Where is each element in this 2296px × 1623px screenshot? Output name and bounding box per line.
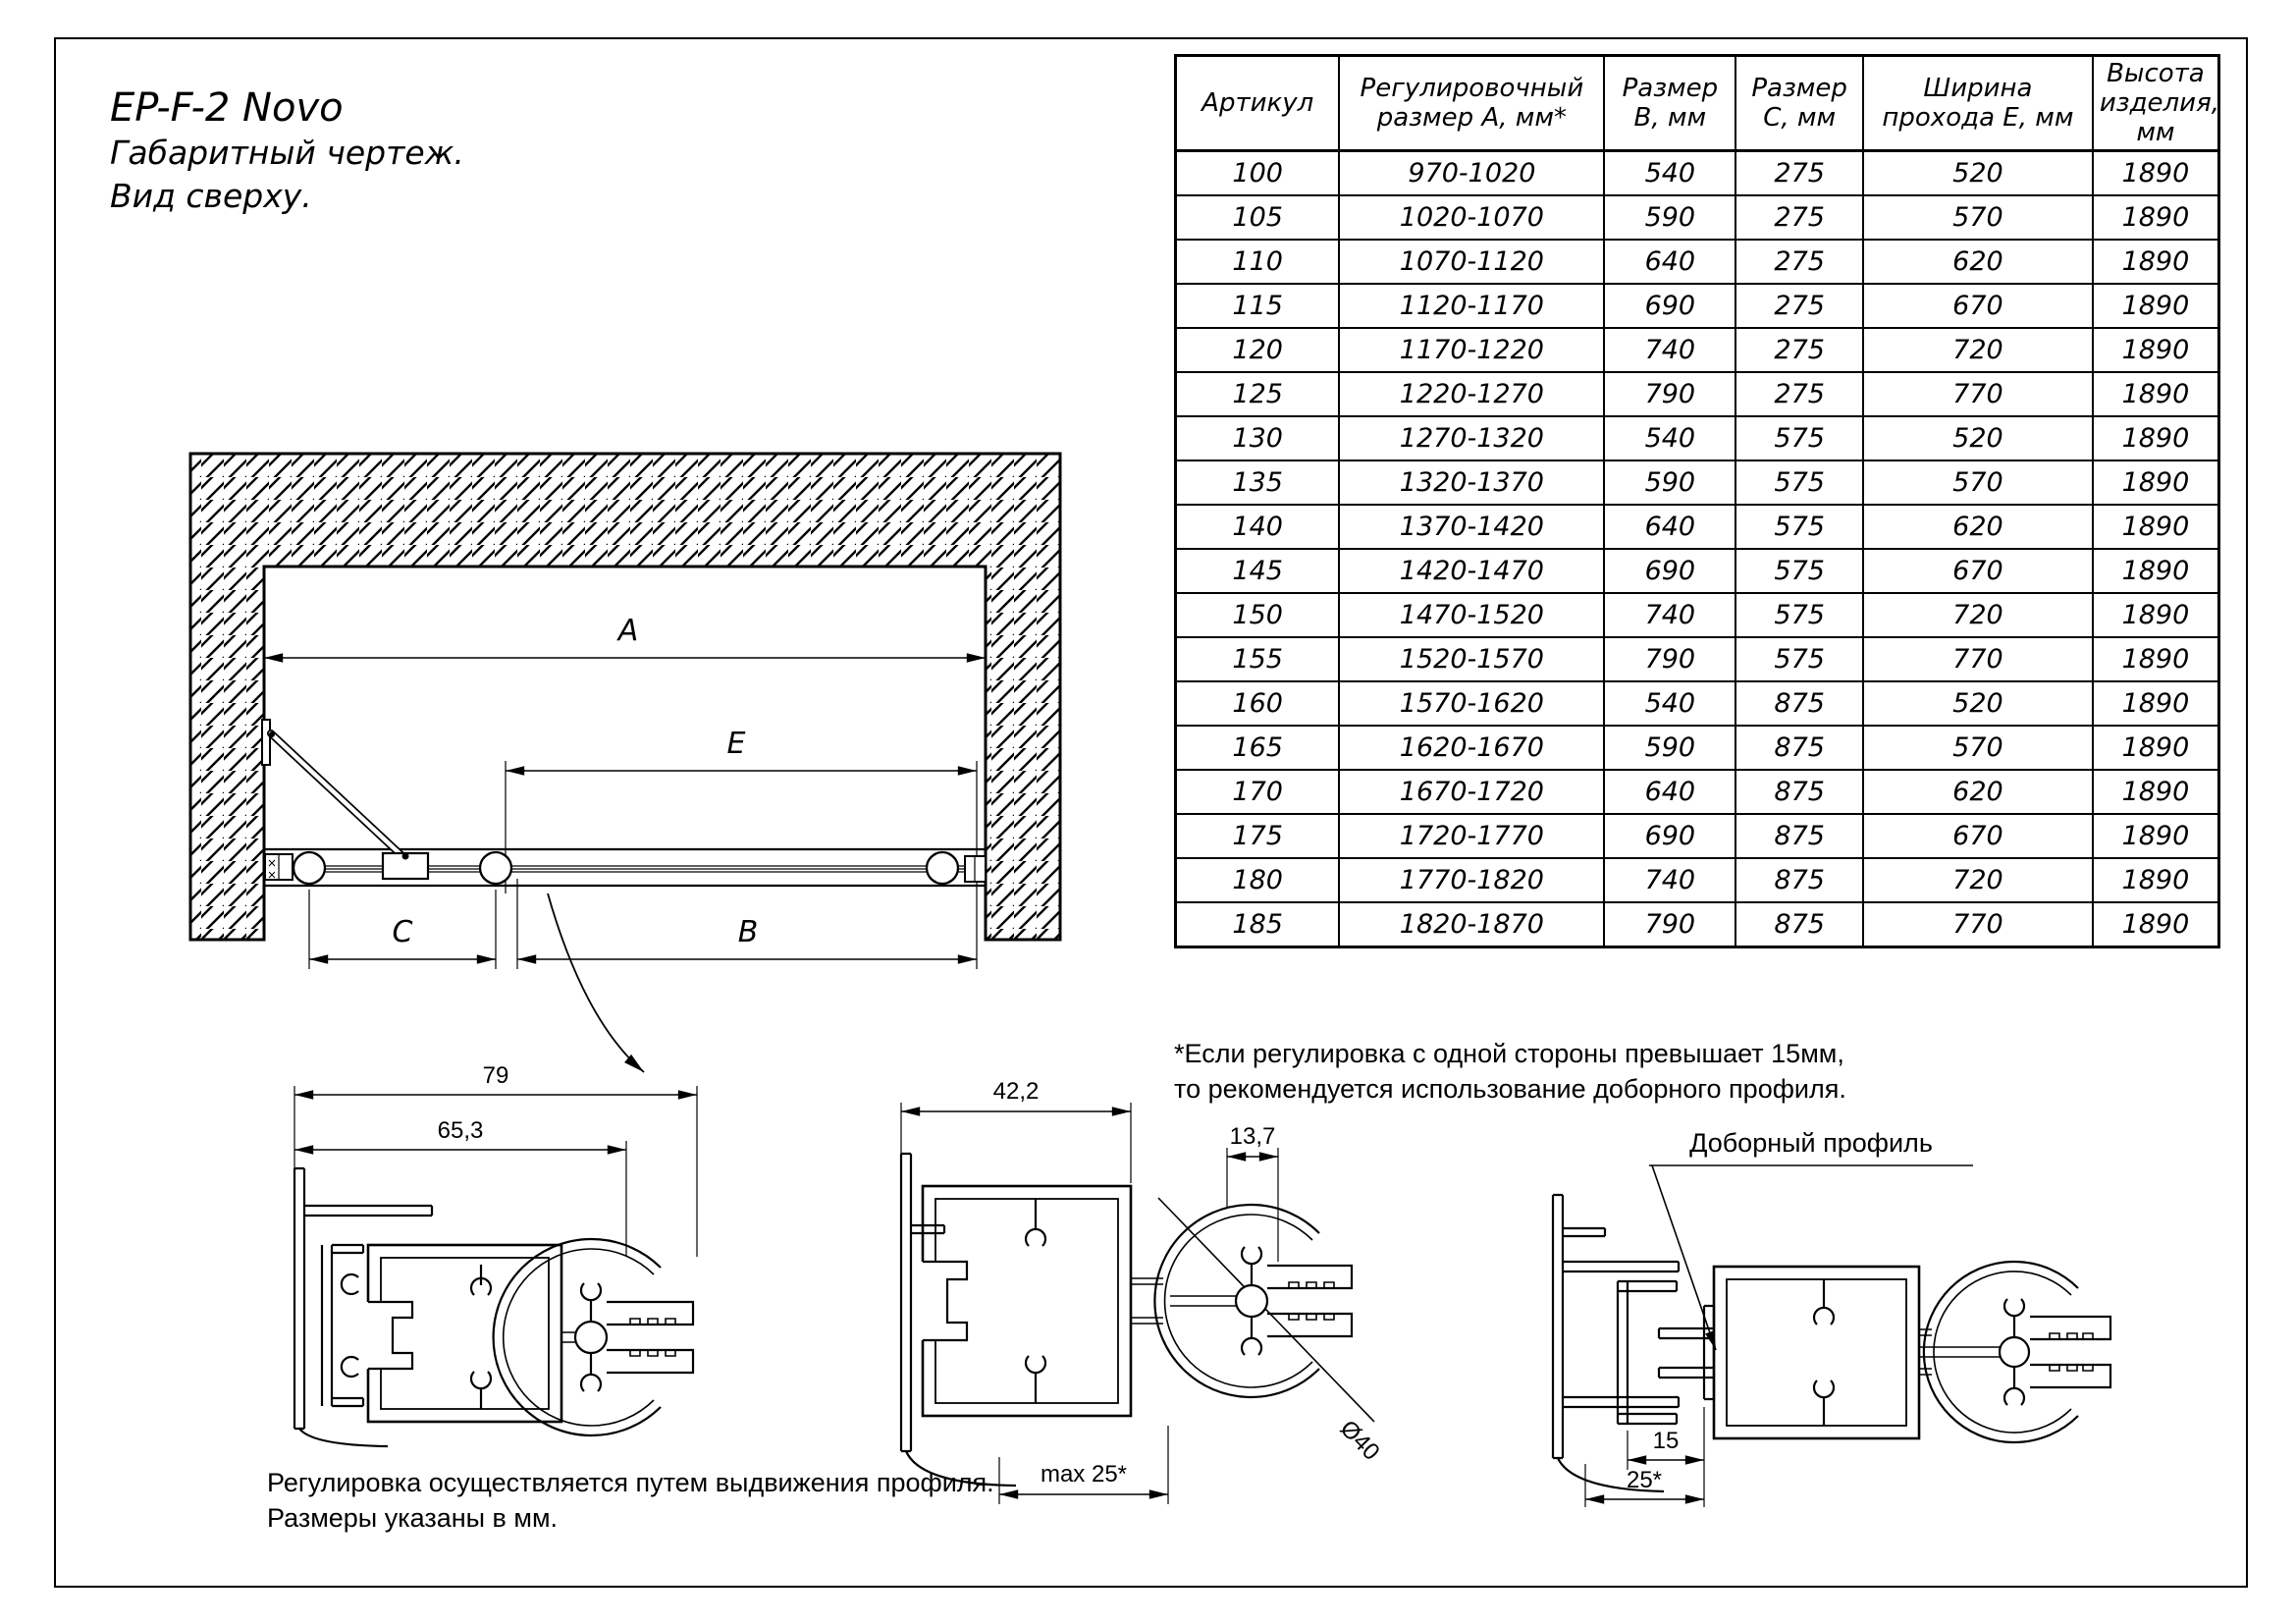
table-cell: 570 (1863, 460, 2093, 505)
title-subtitle-2: Вид сверху. (110, 177, 312, 215)
slider-block (383, 853, 428, 880)
profile-detail-3 (1512, 1105, 2120, 1527)
table-cell: 620 (1863, 505, 2093, 549)
dimension-c (309, 915, 496, 959)
table-cell: 150 (1176, 593, 1340, 637)
table-cell: 160 (1176, 681, 1340, 726)
table-cell: 670 (1863, 549, 2093, 593)
table-cell: 1890 (2093, 195, 2219, 240)
table-cell: 175 (1176, 814, 1340, 858)
table-cell: 1470-1520 (1339, 593, 1604, 637)
table-cell: 620 (1863, 240, 2093, 284)
table-row (1176, 151, 2219, 196)
table-cell: 520 (1863, 151, 2093, 196)
table-cell: 790 (1604, 902, 1735, 947)
table-row (1176, 726, 2219, 770)
table-cell: 120 (1176, 328, 1340, 372)
table-cell: 570 (1863, 195, 2093, 240)
table-cell: 1890 (2093, 416, 2219, 460)
table-cell: 690 (1604, 814, 1735, 858)
table-cell: 275 (1735, 284, 1863, 328)
table-cell: 640 (1604, 770, 1735, 814)
table-cell: 1620-1670 (1339, 726, 1604, 770)
detail3-round-profile (1919, 1262, 2110, 1442)
table-cell: 1890 (2093, 726, 2219, 770)
dimension-b-label: B (737, 915, 759, 949)
table-cell: 1270-1320 (1339, 416, 1604, 460)
title-subtitle-1: Габаритный чертеж. (110, 134, 464, 172)
dimension-a (264, 614, 986, 658)
bottom-note-1: Регулировка осуществляется путем выдвижения профиля. (267, 1468, 994, 1497)
detail1-dim-inner: 65,3 (437, 1117, 484, 1144)
title-block (110, 84, 464, 218)
detail3-dimensions (1585, 1407, 1704, 1507)
table-cell: 670 (1863, 814, 2093, 858)
table-row (1176, 770, 2219, 814)
table-row (1176, 372, 2219, 416)
table-cell: 1170-1220 (1339, 328, 1604, 372)
column-header-size-c: Размер С, мм (1735, 56, 1863, 151)
table-cell: 1890 (2093, 593, 2219, 637)
table-cell: 740 (1604, 328, 1735, 372)
dimension-b (517, 915, 977, 959)
table-cell: 1820-1870 (1339, 902, 1604, 947)
door-assembly (262, 720, 986, 886)
table-cell: 1670-1720 (1339, 770, 1604, 814)
table-row (1176, 902, 2219, 947)
table-cell: 1120-1170 (1339, 284, 1604, 328)
table-cell: 575 (1735, 593, 1863, 637)
table-cell: 875 (1735, 858, 1863, 902)
left-wall-bracket (265, 854, 293, 880)
detail1-box-profile (361, 1245, 561, 1422)
table-cell: 590 (1604, 726, 1735, 770)
table-cell: 185 (1176, 902, 1340, 947)
table-cell: 275 (1735, 151, 1863, 196)
table-cell: 1370-1420 (1339, 505, 1604, 549)
table-cell: 575 (1735, 637, 1863, 681)
table-cell: 875 (1735, 681, 1863, 726)
table-cell: 570 (1863, 726, 2093, 770)
table-row (1176, 460, 2219, 505)
detail3-label-group (1649, 1128, 1973, 1350)
table-row (1176, 593, 2219, 637)
table-cell: 1020-1070 (1339, 195, 1604, 240)
table-cell: 640 (1604, 240, 1735, 284)
table-cell: 690 (1604, 284, 1735, 328)
table-header-row (1176, 56, 2219, 151)
table-row (1176, 858, 2219, 902)
table-cell: 790 (1604, 637, 1735, 681)
table-cell: 155 (1176, 637, 1340, 681)
table-cell: 1890 (2093, 902, 2219, 947)
table-cell: 1890 (2093, 284, 2219, 328)
bottom-notes (267, 1465, 994, 1536)
table-cell: 125 (1176, 372, 1340, 416)
roller-right (927, 852, 958, 884)
table-cell: 1890 (2093, 372, 2219, 416)
right-wall-bracket (965, 856, 986, 882)
detail2-dim-width: 42,2 (992, 1078, 1040, 1105)
table-cell: 275 (1735, 372, 1863, 416)
table-cell: 1070-1120 (1339, 240, 1604, 284)
table-cell: 875 (1735, 814, 1863, 858)
footnote-line-1: *Если регулировка с одной стороны превышает 15мм, (1174, 1039, 1844, 1068)
detail3-box-profile (1714, 1267, 1932, 1438)
support-arm (262, 720, 405, 859)
table-cell: 590 (1604, 460, 1735, 505)
table-row (1176, 195, 2219, 240)
table-cell: 620 (1863, 770, 2093, 814)
table-cell: 1890 (2093, 814, 2219, 858)
table-cell: 275 (1735, 328, 1863, 372)
table-cell: 1890 (2093, 240, 2219, 284)
table-row (1176, 814, 2219, 858)
table-cell: 590 (1604, 195, 1735, 240)
table-cell: 1220-1270 (1339, 372, 1604, 416)
roller-left (294, 852, 325, 884)
table-row (1176, 549, 2219, 593)
table-cell: 640 (1604, 505, 1735, 549)
table-cell: 1770-1820 (1339, 858, 1604, 902)
filler-profile-label: Доборный профиль (1689, 1128, 1933, 1158)
column-header-size-b: Размер В, мм (1604, 56, 1735, 151)
table-cell: 1720-1770 (1339, 814, 1604, 858)
table-cell: 1520-1570 (1339, 637, 1604, 681)
table-row (1176, 637, 2219, 681)
table-cell: 1890 (2093, 151, 2219, 196)
table-cell: 1320-1370 (1339, 460, 1604, 505)
table-cell: 770 (1863, 902, 2093, 947)
table-cell: 670 (1863, 284, 2093, 328)
table-cell: 790 (1604, 372, 1735, 416)
table-cell: 110 (1176, 240, 1340, 284)
table-cell: 875 (1735, 726, 1863, 770)
table-cell: 740 (1604, 858, 1735, 902)
table-cell: 1890 (2093, 549, 2219, 593)
detail1-round-profile (494, 1239, 693, 1435)
table-cell: 140 (1176, 505, 1340, 549)
table-row (1176, 681, 2219, 726)
profile-detail-1 (236, 1021, 746, 1453)
dimension-a-label: A (617, 614, 639, 648)
detail2-dim-diameter: Ø40 (1334, 1415, 1385, 1466)
roller-middle (480, 852, 511, 884)
table-cell: 1570-1620 (1339, 681, 1604, 726)
table-cell: 1890 (2093, 681, 2219, 726)
table-cell: 690 (1604, 549, 1735, 593)
profile-detail-2 (825, 1060, 1414, 1522)
dimension-e (506, 727, 977, 771)
table-cell: 520 (1863, 681, 2093, 726)
table-cell: 540 (1604, 681, 1735, 726)
table-cell: 540 (1604, 151, 1735, 196)
table-cell: 1890 (2093, 858, 2219, 902)
dimension-c-label: C (392, 915, 413, 949)
table-cell: 740 (1604, 593, 1735, 637)
column-header-width-e: Ширина прохода Е, мм (1863, 56, 2093, 151)
table-cell: 1890 (2093, 460, 2219, 505)
table-cell: 1890 (2093, 637, 2219, 681)
table-cell: 575 (1735, 460, 1863, 505)
table-row (1176, 240, 2219, 284)
page-title: EP-F-2 Novo (110, 85, 344, 131)
table-cell: 970-1020 (1339, 151, 1604, 196)
table-row (1176, 416, 2219, 460)
table-cell: 1890 (2093, 770, 2219, 814)
detail2-box-profile (916, 1186, 1163, 1416)
table-cell: 575 (1735, 549, 1863, 593)
table-cell: 135 (1176, 460, 1340, 505)
table-cell: 540 (1604, 416, 1735, 460)
table-cell: 770 (1863, 637, 2093, 681)
detail1-dim-outer: 79 (482, 1062, 509, 1089)
table-cell: 275 (1735, 195, 1863, 240)
table-cell: 105 (1176, 195, 1340, 240)
table-cell: 770 (1863, 372, 2093, 416)
top-view-drawing (88, 432, 1129, 1119)
detail2-dim-jaw: 13,7 (1229, 1123, 1276, 1150)
table-cell: 100 (1176, 151, 1340, 196)
table-cell: 165 (1176, 726, 1340, 770)
footnote-line-2: то рекомендуется использование доборного профиля. (1174, 1074, 1846, 1104)
table-cell: 275 (1735, 240, 1863, 284)
detail2-dim-max: max 25* (1040, 1461, 1128, 1488)
table-cell: 575 (1735, 416, 1863, 460)
table-cell: 1890 (2093, 328, 2219, 372)
table-cell: 1420-1470 (1339, 549, 1604, 593)
table-cell: 720 (1863, 593, 2093, 637)
table-cell: 130 (1176, 416, 1340, 460)
column-header-article: Артикул (1176, 56, 1340, 151)
detail1-dimensions (294, 1062, 697, 1257)
detail2-dimensions (901, 1078, 1385, 1504)
table-cell: 520 (1863, 416, 2093, 460)
column-header-size-a: Регулировочный размер А, мм* (1339, 56, 1604, 151)
dimension-e-label: E (726, 727, 746, 761)
table-cell: 875 (1735, 770, 1863, 814)
table-cell: 720 (1863, 328, 2093, 372)
table-cell: 720 (1863, 858, 2093, 902)
table-cell: 145 (1176, 549, 1340, 593)
bottom-note-2: Размеры указаны в мм. (267, 1503, 559, 1533)
table-cell: 170 (1176, 770, 1340, 814)
table-row (1176, 505, 2219, 549)
table-cell: 575 (1735, 505, 1863, 549)
table-row (1176, 328, 2219, 372)
table-row (1176, 284, 2219, 328)
table-cell: 1890 (2093, 505, 2219, 549)
spec-table (1174, 54, 2220, 948)
detail3-dim-travel: 25* (1626, 1467, 1663, 1493)
table-body (1176, 151, 2219, 947)
column-header-height: Высота изделия, мм (2093, 56, 2219, 151)
table-cell: 115 (1176, 284, 1340, 328)
table-cell: 180 (1176, 858, 1340, 902)
table-cell: 875 (1735, 902, 1863, 947)
detail3-dim-insert: 15 (1652, 1428, 1680, 1454)
